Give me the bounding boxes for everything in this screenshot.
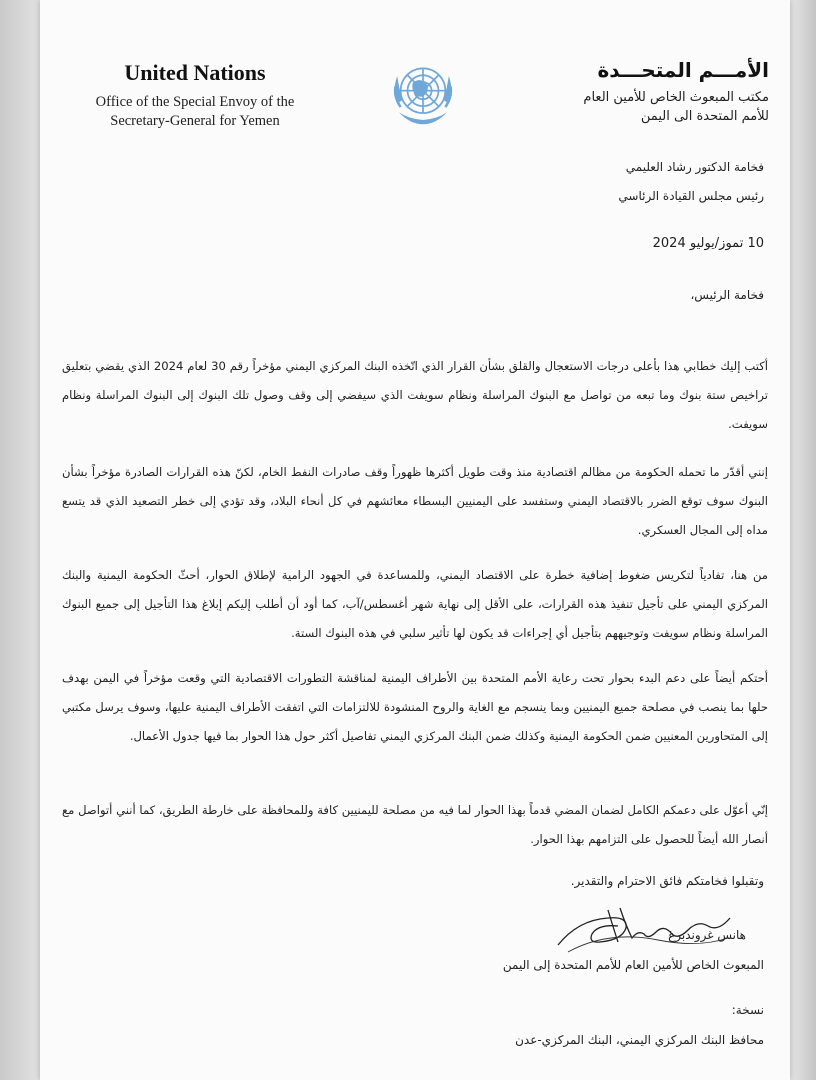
office-line-1-ar: مكتب المبعوث الخاص للأمين العام — [583, 90, 769, 105]
handwritten-signature — [548, 890, 738, 960]
un-title-en: United Nations — [124, 60, 266, 85]
recipient-name: فخامة الدكتور رشاد العليمي — [625, 160, 764, 174]
office-line-2-en: Secretary-General for Yemen — [110, 113, 280, 129]
signer-name: هانس غروندبرغ — [668, 928, 746, 942]
cc-label: نسخة: — [731, 1003, 764, 1017]
body-paragraph-2: إنني أقدّر ما تحمله الحكومة من مظالم اقتصادية منذ وقت طويل أكثرها ظهوراً وقف صادرات النفط الخام، لكنّ هذه القرارات الصادرة مؤخراً بشأن البنوك سوف توقع الضرر بالاقتصاد اليمني وستفسد على اليمنيين البسطاء معائشهم في كل أنحاء البلاد، وقد تؤدي إلى خطر التصعيد الذي قد يتسع مداه إلى المجال العسكري. — [62, 465, 768, 537]
un-emblem-logo — [380, 52, 466, 138]
letterhead-english — [70, 60, 320, 131]
recipient-title: رئيس مجلس القيادة الرئاسي — [618, 189, 764, 203]
signer-title: المبعوث الخاص للأمين العام للأمم المتحدة إلى اليمن — [502, 958, 764, 972]
closing-line: وتقبلوا فخامتكم فائق الاحترام والتقدير. — [570, 874, 764, 888]
body-paragraph-4: أحتكم أيضاً على دعم البدء بحوار تحت رعاية الأمم المتحدة بين الأطراف اليمنية لمناقشة التطورات الاقتصادية التي وقعت مؤخراً في اليمن بهدف حلها بما ينصب في مصلحة جميع اليمنيين وبما ينسجم مع الغاية والروح المنشودة للالتزامات التي اتفقت الأطراف اليمنية عليها، وسوف يرسل مكتبي إلى المتحاورين المعنيين ضمن الحكومة اليمنية وكذلك ضمن البنك المركزي اليمني تفاصيل أكثر حول هذا الحوار بما فيها جدول الأعمال. — [62, 671, 768, 743]
body-paragraph-1: أكتب إليك خطابي هذا بأعلى درجات الاستعجال والقلق بشأن القرار الذي اتّخذه البنك المركزي اليمني مؤخراً رقم 30 لعام 2024 الذي يقضي بتعليق تراخيص ستة بنوك وما تبعه من تواصل مع البنوك المراسلة ونظام سويفت الذي سيفضي إلى وقف وصول تلك البنوك إلى البنوك المراسلة ونظام سويفت. — [62, 359, 768, 431]
office-line-1-en: Office of the Special Envoy of the — [95, 94, 295, 110]
salutation: فخامة الرئيس، — [690, 288, 764, 302]
cc-recipient: محافظ البنك المركزي اليمني، البنك المركزي-عدن — [515, 1033, 764, 1047]
un-title-ar: الأمـــم المتحـــدة — [597, 58, 769, 82]
page-shadow-right — [790, 0, 816, 1080]
letterhead-arabic — [469, 58, 769, 126]
office-line-2-ar: للأمم المتحدة الى اليمن — [640, 109, 769, 124]
body-paragraph-3: من هنا، تفادياً لتكريس ضغوط إضافية خطرة على الاقتصاد اليمني، وللمساعدة في الجهود الرامية لإطلاق الحوار، أحثّ الحكومة اليمنية والبنك المركزي اليمني على تأجيل تنفيذ هذه القرارات، على الأقل إلى نهاية شهر أغسطس/آب، كما أود أن أطلب إليكم إبلاغ هذا التأجيل إلى جميع البنوك المراسلة ونظام سويفت وتوجيههم بتأجيل أي إجراءات قد يكون لها تأثير سلبي في هذه البنوك الستة. — [62, 568, 768, 640]
letter-date: 10 تموز/يوليو 2024 — [652, 236, 764, 251]
page-shadow-left — [0, 0, 40, 1080]
body-paragraph-5: إنّي أعوّل على دعمكم الكامل لضمان المضي قدماً بهذا الحوار لما فيه من مصلحة لليمنيين كافة وللمحافظة على خارطة الطريق، كما أنني أتواصل مع أنصار الله أيضاً للحصول على التزامهم بهذا الحوار. — [62, 803, 768, 846]
